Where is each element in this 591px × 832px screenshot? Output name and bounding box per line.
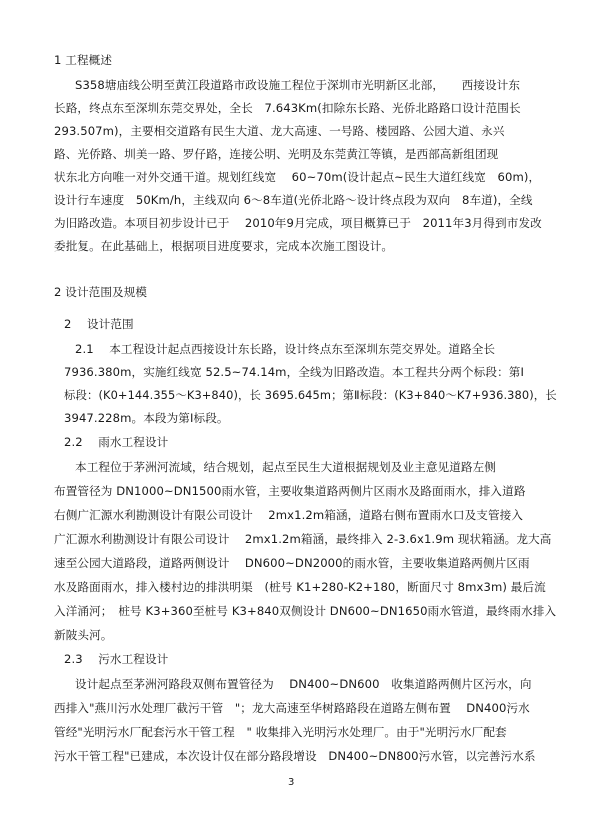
paragraph-line: 为旧路改造。本项目初步设计已于 2010年9月完成，项目概算已于 2011年3月得到市发改 (54, 216, 542, 230)
section-1-heading: 1 工程概述 (54, 53, 113, 67)
page-number: 3 (288, 777, 295, 788)
paragraph-line: 布置管径为 DN1000~DN1500雨水管，主要收集道路两侧片区雨水及路面雨水，排入道路 (54, 484, 526, 498)
section-2-2-heading: 2.2 雨水工程设计 (64, 435, 169, 449)
paragraph-line: 标段：(K0+144.355～K3+840)，长 3695.645m；第Ⅱ标段：(K3+840～K7+936.380)，长 (64, 388, 557, 402)
paragraph-line: 7936.380m，实施红线宽 52.5~74.14m，全线为旧路改造。本工程共分两个标段：第Ⅰ (64, 365, 524, 379)
paragraph-line: 西排入"燕川污水处理厂截污干管 "；龙大高速至华树路路段在道路左侧布置 DN400污水 (54, 701, 530, 715)
section-2-3-heading: 2.3 污水工程设计 (64, 652, 169, 666)
paragraph-line: 设计行车速度 50Km/h，主线双向 6～8车道(光侨北路～设计终点段为双向 8车道)，全线 (54, 193, 533, 207)
paragraph-line: S358塘庙线公明至黄江段道路市政设施工程位于深圳市光明新区北部， 西接设计东 (75, 78, 521, 92)
paragraph-line: 长路，终点东至深圳东莞交界处，全长 7.643Km(扣除东长路、光侨北路路口设计范围长 (54, 101, 521, 115)
paragraph-line: 广汇源水利勘测设计有限公司设计 2mx1.2m箱涵，最终排入 2-3.6x1.9m 现状箱涵。龙大高 (54, 532, 552, 546)
paragraph-line: 污水干管工程"已建成，本次设计仅在部分路段增设 DN400~DN800污水管，以完善污水系 (54, 749, 536, 763)
section-2-heading: 2 设计范围及规模 (54, 285, 148, 299)
paragraph-line: 状东北方向唯一对外交通干道。规划红线宽 60~70m(设计起点~民生大道红线宽 60m)， (54, 170, 541, 184)
paragraph-line: 入洋涌河； 桩号 K3+360至桩号 K3+840双侧设计 DN600~DN1650雨水管道，最终雨水排入 (54, 604, 557, 618)
paragraph-line: 右侧广汇源水利勘测设计有限公司设计 2mx1.2m箱涵，道路右侧布置雨水口及支管接入 (54, 508, 524, 522)
paragraph-line: 速至公园大道路段，道路两侧设计 DN600~DN2000的雨水管，主要收集道路两侧片区雨 (54, 556, 530, 570)
paragraph-line: 管经"光明污水厂配套污水干管工程 " 收集排入光明污水处理厂。由于"光明污水厂配套 (54, 725, 507, 739)
paragraph-line: 设计起点至茅洲河路段双侧布置管径为 DN400~DN600 收集道路两侧片区污水，向 (75, 677, 532, 691)
paragraph-line: 2.1 本工程设计起点西接设计东长路，设计终点东至深圳东莞交界处。道路全长 (75, 342, 496, 356)
paragraph-line: 路、光侨路、圳美一路、罗仔路，连接公明、光明及东莞黄江等镇，是西部高新组团现 (54, 147, 499, 161)
paragraph-line: 本工程位于茅洲河流域，结合规划，起点至民生大道根据规划及业主意见道路左侧 (75, 460, 496, 474)
paragraph-line: 新陂头河。 (54, 628, 113, 642)
paragraph-line: 委批复。在此基础上，根据项目进度要求，完成本次施工图设计。 (54, 239, 394, 253)
paragraph-line: 293.507m)，主要相交道路有民生大道、龙大高速、一号路、楼园路、公园大道、永兴 (54, 124, 505, 138)
paragraph-line: 水及路面雨水，排入楼村边的排洪明渠 (桩号 K1+280-K2+180，断面尺寸 8mx3m) 最后流 (54, 580, 546, 594)
paragraph-line: 3947.228m。本段为第Ⅰ标段。 (64, 411, 229, 425)
section-2-subheading: 2 设计范围 (64, 317, 134, 331)
